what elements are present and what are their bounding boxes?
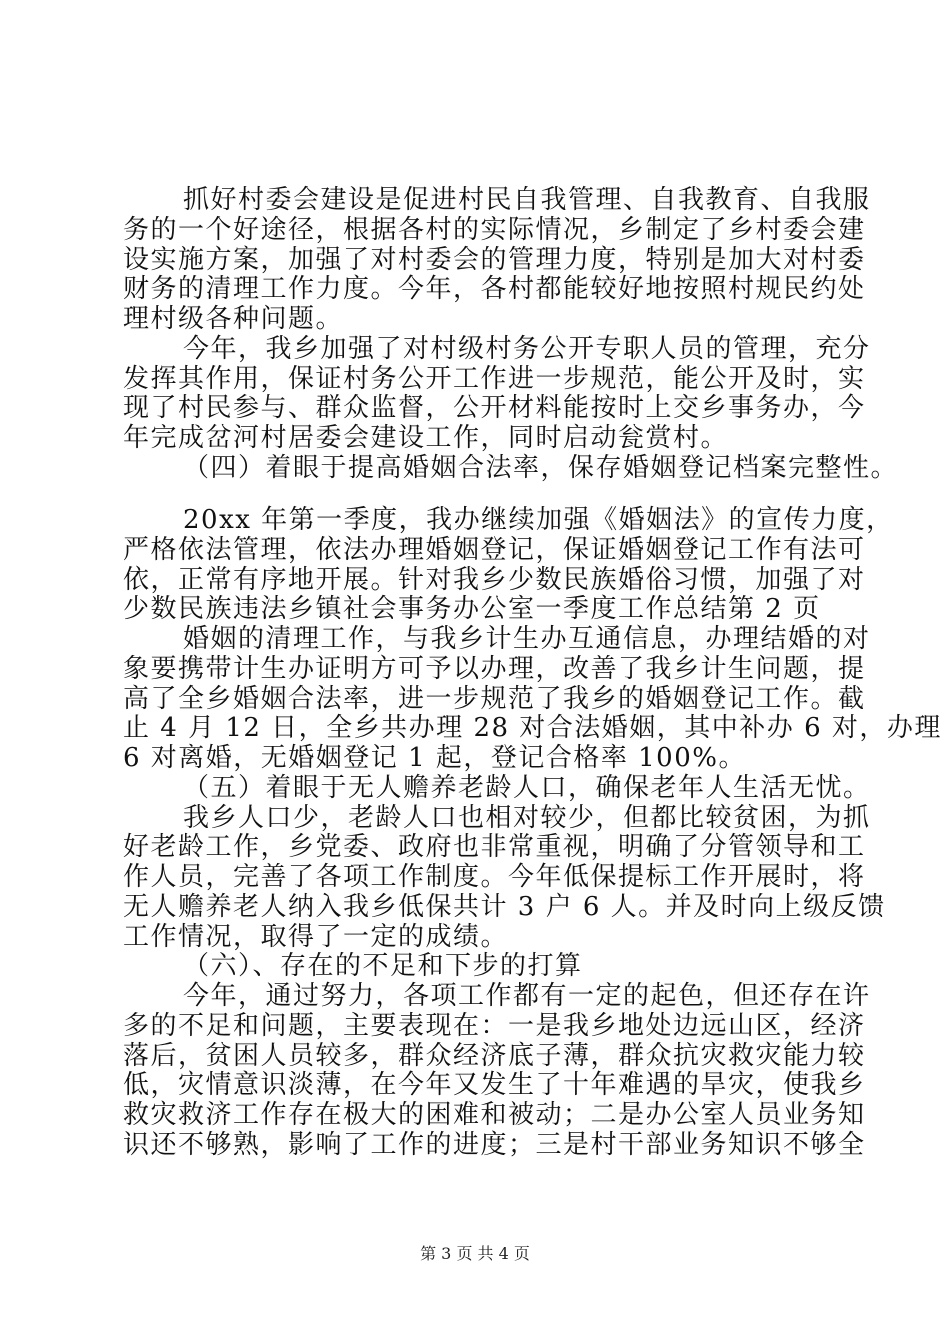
paragraph-line: 今年，我乡加强了对村级村务公开专职人员的管理，充分 [183, 334, 871, 364]
paragraph-line: 作人员，完善了各项工作制度。今年低保提标工作开展时，将 [123, 862, 866, 892]
paragraph-line: 工作情况，取得了一定的成绩。 [123, 922, 509, 952]
paragraph-line: 抓好村委会建设是促进村民自我管理、自我教育、自我服 [183, 185, 871, 215]
paragraph-line: 年完成岔河村居委会建设工作，同时启动瓮赏村。 [123, 423, 729, 453]
paragraph-line: 设实施方案，加强了对村委会的管理力度，特别是加大对村委 [123, 245, 866, 275]
paragraph-line: 严格依法管理，依法办理婚姻登记，保证婚姻登记工作有法可 [123, 535, 866, 565]
paragraph-line: 多的不足和问题，主要表现在：一是我乡地处边远山区，经济 [123, 1011, 866, 1041]
paragraph-line: 财务的清理工作力度。今年，各村都能较好地按照村规民约处 [123, 274, 866, 304]
page-footer: 第 3 页 共 4 页 [420, 1244, 530, 1263]
paragraph-line: 理村级各种问题。 [123, 304, 344, 334]
paragraph-line: 20xx 年第一季度，我办继续加强《婚姻法》的宣传力度， [183, 505, 894, 535]
section-heading: （五）着眼于无人赡养老龄人口，确保老年人生活无忧。 [183, 773, 871, 803]
paragraph-line: 救灾救济工作存在极大的困难和被动；二是办公室人员业务知 [123, 1100, 866, 1130]
paragraph-line: 婚姻的清理工作，与我乡计生办互通信息，办理结婚的对 [183, 624, 871, 654]
section-heading: （四）着眼于提高婚姻合法率，保存婚姻登记档案完整性。 [183, 453, 899, 483]
paragraph-line: 现了村民参与、群众监督，公开材料能按时上交乡事务办，今 [123, 393, 866, 423]
paragraph-line: 低，灾情意识淡薄，在今年又发生了十年难遇的旱灾，使我乡 [123, 1070, 866, 1100]
paragraph-line: 6 对离婚，无婚姻登记 1 起，登记合格率 100%。 [123, 743, 746, 773]
paragraph-line: 务的一个好途径，根据各村的实际情况，乡制定了乡村委会建 [123, 215, 866, 245]
paragraph-line: 好老龄工作，乡党委、政府也非常重视，明确了分管领导和工 [123, 832, 866, 862]
paragraph-line: 今年，通过努力，各项工作都有一定的起色，但还存在许 [183, 981, 871, 1011]
paragraph-line: 少数民族违法乡镇社会事务办公室一季度工作总结第 2 页 [123, 594, 821, 624]
paragraph-line: 高了全乡婚姻合法率，进一步规范了我乡的婚姻登记工作。截 [123, 684, 866, 714]
paragraph-line: 发挥其作用，保证村务公开工作进一步规范，能公开及时，实 [123, 364, 866, 394]
paragraph-line: 无人赡养老人纳入我乡低保共计 3 户 6 人。并及时向上级反馈 [123, 892, 886, 922]
paragraph-line: 依，正常有序地开展。针对我乡少数民族婚俗习惯，加强了对 [123, 565, 866, 595]
section-heading: （六）、存在的不足和下步的打算 [183, 951, 583, 981]
paragraph-line: 象要携带计生办证明方可予以办理，改善了我乡计生问题，提 [123, 654, 866, 684]
paragraph-line: 落后，贫困人员较多，群众经济底子薄，群众抗灾救灾能力较 [123, 1041, 866, 1071]
paragraph-line: 我乡人口少，老龄人口也相对较少，但都比较贫困，为抓 [183, 803, 871, 833]
paragraph-line: 识还不够熟，影响了工作的进度；三是村干部业务知识不够全 [123, 1130, 866, 1160]
paragraph-line: 止 4 月 12 日，全乡共办理 28 对合法婚姻，其中补办 6 对，办理 [123, 713, 942, 743]
